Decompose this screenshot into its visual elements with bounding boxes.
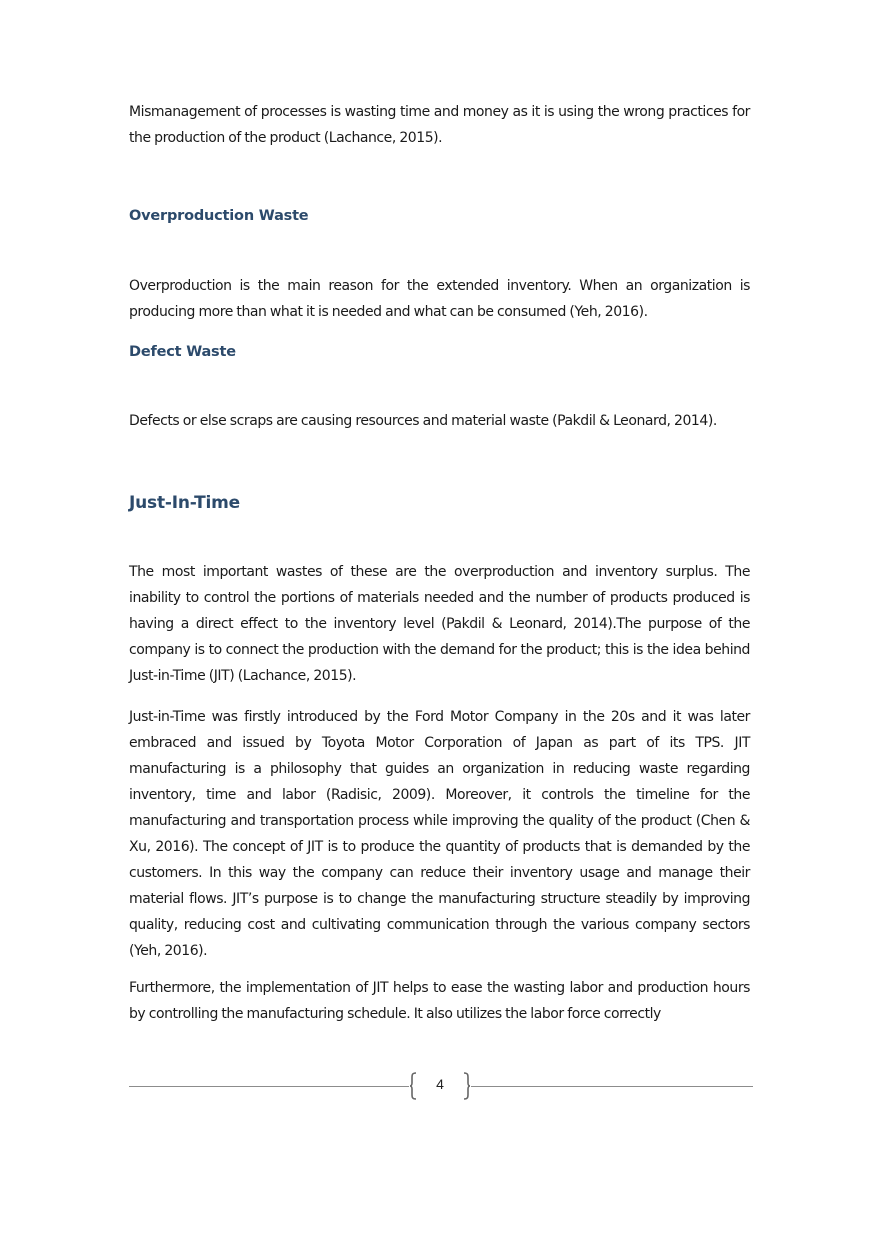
left-brace-icon: [409, 1072, 417, 1100]
paragraph-text: The most important wastes of these are the overproduction and inventory surplus. The inability to control the portions of materials needed and the number of products produced is having a direct effect to the inventory level (Pakdil & Leonard, 2014).The purpose of the company is to connect the production with the demand for the product; this is the idea behind Just-in-Time (JIT) (Lachance, 2015).: [129, 564, 750, 684]
page-number: 4: [436, 1076, 444, 1092]
heading-just-in-time: [129, 493, 750, 513]
section-heading: Overproduction Waste: [129, 208, 309, 224]
right-brace-icon: [463, 1072, 471, 1100]
paragraph-text: Mismanagement of processes is wasting time and money as it is using the wrong practices for the production of the product (Lachance, 2015).: [129, 104, 750, 146]
footer-rule-right: [471, 1086, 753, 1087]
paragraph-defect: [129, 408, 750, 434]
paragraph-text: Furthermore, the implementation of JIT helps to ease the wasting labor and production hours by controlling the manufacturing schedule. It also utilizes the labor force correctly: [129, 980, 750, 1022]
paragraph-overproduction: [129, 273, 750, 325]
paragraph-text: Just-in-Time was firstly introduced by the Ford Motor Company in the 20s and it was later embraced and issued by Toyota Motor Corporation of Japan as part of its TPS. JIT manufacturing is a philosophy that guides an organization in reducing waste regarding inventory, time and labor (Radisic, 2009). Moreover, it controls the timeline for the manufacturing and transportation process while improving the quality of the product (Chen & Xu, 2016). The concept of JIT is to produce the quantity of products that is demanded by the customers. In this way the company can reduce their inventory usage and manage their material flows. JIT’s purpose is to change the manufacturing structure steadily by improving quality, reducing cost and cultivating communication through the various company sectors (Yeh, 2016).: [129, 709, 750, 959]
paragraph-jit-intro: [129, 559, 750, 689]
footer-rule-left: [129, 1086, 409, 1087]
paragraph-text: Defects or else scraps are causing resources and material waste (Pakdil & Leonard, 2014).: [129, 413, 717, 429]
section-heading: Defect Waste: [129, 344, 236, 360]
paragraph-furthermore: [129, 975, 750, 1027]
paragraph-jit-history: [129, 704, 750, 964]
paragraph-mismanagement: [129, 99, 750, 151]
paragraph-text: Overproduction is the main reason for the extended inventory. When an organization is producing more than what it is needed and what can be consumed (Yeh, 2016).: [129, 278, 750, 320]
section-heading: Just-In-Time: [129, 493, 240, 513]
heading-defect-waste: [129, 344, 750, 360]
heading-overproduction-waste: [129, 208, 750, 224]
